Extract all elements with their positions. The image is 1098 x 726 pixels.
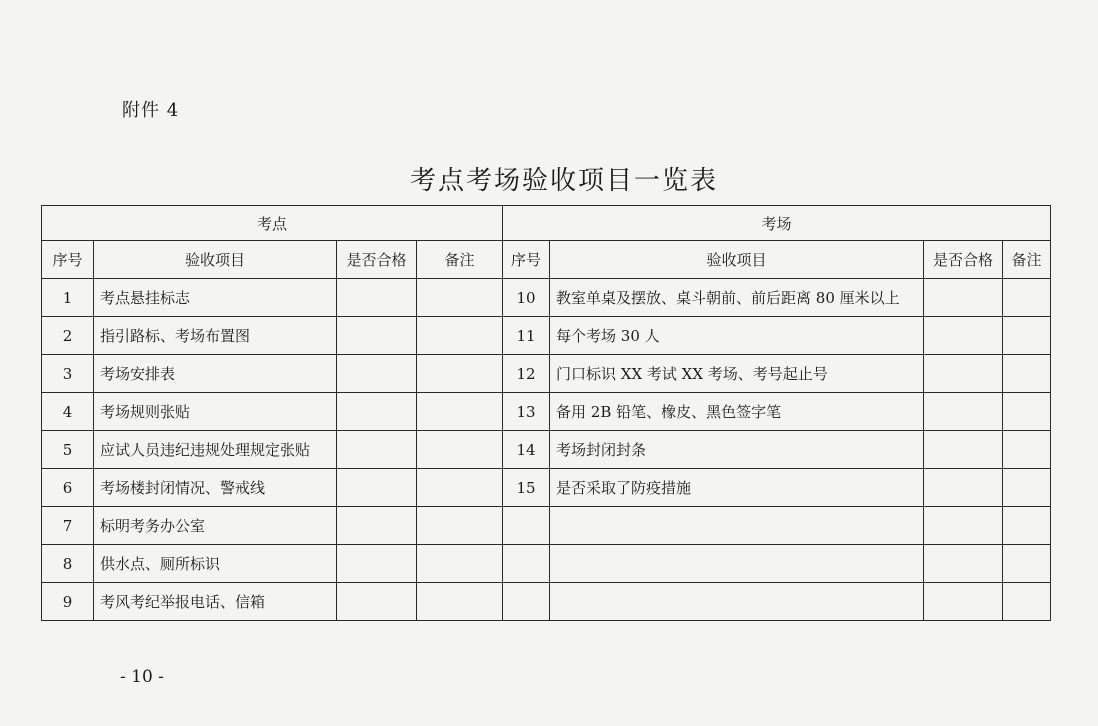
site-seq: 2: [42, 317, 94, 355]
site-qualified-cell[interactable]: [337, 431, 417, 469]
room-item-empty: [550, 507, 924, 545]
site-seq: 1: [42, 279, 94, 317]
site-item: 指引路标、考场布置图: [94, 317, 337, 355]
seq-header: 序号: [503, 241, 550, 279]
item-header: 验收项目: [94, 241, 337, 279]
room-seq: 15: [503, 469, 550, 507]
site-qualified-cell[interactable]: [337, 583, 417, 621]
site-qualified-cell[interactable]: [337, 317, 417, 355]
room-seq: 10: [503, 279, 550, 317]
qualified-header: 是否合格: [924, 241, 1003, 279]
site-seq: 3: [42, 355, 94, 393]
seq-header: 序号: [42, 241, 94, 279]
room-qualified-cell[interactable]: [924, 393, 1003, 431]
room-item: 是否采取了防疫措施: [550, 469, 924, 507]
column-header-row: [42, 241, 1051, 279]
room-remark-cell[interactable]: [1003, 545, 1051, 583]
room-seq-empty: [503, 545, 550, 583]
site-qualified-cell[interactable]: [337, 507, 417, 545]
room-item: 考场封闭封条: [550, 431, 924, 469]
attachment-label: 附件 4: [122, 100, 180, 121]
room-remark-cell[interactable]: [1003, 279, 1051, 317]
room-item-empty: [550, 583, 924, 621]
room-seq: 12: [503, 355, 550, 393]
site-item: 应试人员违纪违规处理规定张贴: [94, 431, 337, 469]
item-header: 验收项目: [550, 241, 924, 279]
site-remark-cell[interactable]: [417, 393, 503, 431]
room-remark-cell[interactable]: [1003, 355, 1051, 393]
room-item: 每个考场 30 人: [550, 317, 924, 355]
room-remark-cell[interactable]: [1003, 469, 1051, 507]
room-remark-cell[interactable]: [1003, 393, 1051, 431]
site-remark-cell[interactable]: [417, 545, 503, 583]
remark-header: 备注: [1003, 241, 1051, 279]
site-qualified-cell[interactable]: [337, 279, 417, 317]
site-qualified-cell[interactable]: [337, 469, 417, 507]
room-item-empty: [550, 545, 924, 583]
site-item: 供水点、厕所标识: [94, 545, 337, 583]
room-remark-cell[interactable]: [1003, 507, 1051, 545]
room-qualified-cell[interactable]: [924, 583, 1003, 621]
room-qualified-cell[interactable]: [924, 507, 1003, 545]
room-qualified-cell[interactable]: [924, 355, 1003, 393]
group-header-row: [42, 206, 1051, 241]
room-seq: 13: [503, 393, 550, 431]
site-remark-cell[interactable]: [417, 317, 503, 355]
site-item: 考场安排表: [94, 355, 337, 393]
room-seq-empty: [503, 507, 550, 545]
room-seq: 11: [503, 317, 550, 355]
site-remark-cell[interactable]: [417, 279, 503, 317]
table-row: [42, 431, 1051, 469]
site-remark-cell[interactable]: [417, 583, 503, 621]
site-item: 考风考纪举报电话、信箱: [94, 583, 337, 621]
site-remark-cell[interactable]: [417, 355, 503, 393]
exam-room-header: 考场: [503, 206, 1051, 241]
site-seq: 5: [42, 431, 94, 469]
room-qualified-cell[interactable]: [924, 545, 1003, 583]
table-row: [42, 469, 1051, 507]
room-remark-cell[interactable]: [1003, 431, 1051, 469]
site-seq: 6: [42, 469, 94, 507]
table-row: [42, 507, 1051, 545]
table-row: [42, 355, 1051, 393]
room-qualified-cell[interactable]: [924, 279, 1003, 317]
qualified-header: 是否合格: [337, 241, 417, 279]
document-title: 考点考场验收项目一览表: [409, 166, 718, 196]
site-qualified-cell[interactable]: [337, 545, 417, 583]
site-qualified-cell[interactable]: [337, 355, 417, 393]
table-row: [42, 545, 1051, 583]
page-number: - 10 -: [120, 667, 164, 687]
site-seq: 7: [42, 507, 94, 545]
inspection-table: [41, 205, 1051, 621]
room-qualified-cell[interactable]: [924, 317, 1003, 355]
site-remark-cell[interactable]: [417, 469, 503, 507]
site-item: 考场楼封闭情况、警戒线: [94, 469, 337, 507]
site-seq: 8: [42, 545, 94, 583]
table-row: [42, 279, 1051, 317]
site-item: 考场规则张贴: [94, 393, 337, 431]
room-qualified-cell[interactable]: [924, 469, 1003, 507]
site-remark-cell[interactable]: [417, 507, 503, 545]
room-item: 门口标识 XX 考试 XX 考场、考号起止号: [550, 355, 924, 393]
table-row: [42, 583, 1051, 621]
exam-site-header: 考点: [42, 206, 503, 241]
table-row: [42, 317, 1051, 355]
room-qualified-cell[interactable]: [924, 431, 1003, 469]
room-item: 备用 2B 铅笔、橡皮、黑色签字笔: [550, 393, 924, 431]
site-item: 考点悬挂标志: [94, 279, 337, 317]
site-item: 标明考务办公室: [94, 507, 337, 545]
room-remark-cell[interactable]: [1003, 317, 1051, 355]
room-seq-empty: [503, 583, 550, 621]
site-seq: 4: [42, 393, 94, 431]
remark-header: 备注: [417, 241, 503, 279]
site-remark-cell[interactable]: [417, 431, 503, 469]
site-qualified-cell[interactable]: [337, 393, 417, 431]
room-item: 教室单桌及摆放、桌斗朝前、前后距离 80 厘米以上: [550, 279, 924, 317]
room-remark-cell[interactable]: [1003, 583, 1051, 621]
room-seq: 14: [503, 431, 550, 469]
site-seq: 9: [42, 583, 94, 621]
table-row: [42, 393, 1051, 431]
